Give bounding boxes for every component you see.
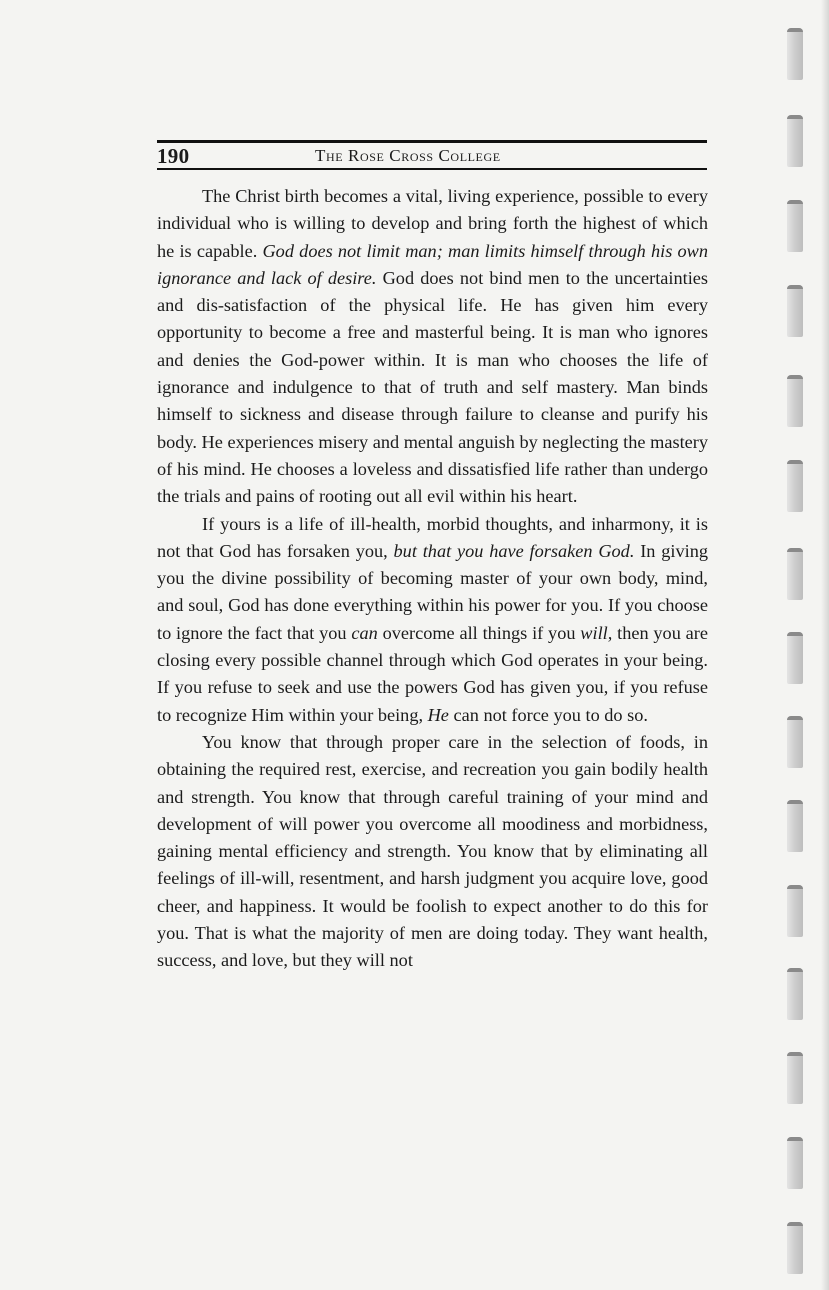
- binding-hole-mark: [787, 968, 803, 1020]
- text-run: In giving you the divine possibility of becoming master of your own body, mind, and soul, God has done everything within his power for you. If you choose to ignore the fact that you: [157, 540, 708, 643]
- page-number: 190: [157, 144, 190, 168]
- italic-text-run: will,: [580, 622, 613, 643]
- binding-hole-mark: [787, 28, 803, 80]
- binding-hole-mark: [787, 460, 803, 512]
- paragraph: [157, 729, 708, 975]
- italic-text-run: God does not limit man; man limits himself through his own ignorance and lack of desire.: [157, 240, 709, 288]
- running-title: The Rose Cross College: [315, 146, 501, 165]
- body-text: [157, 183, 708, 975]
- italic-text-run: He: [427, 704, 449, 725]
- paragraph: [157, 511, 708, 729]
- page-edge-shadow: [821, 0, 829, 1290]
- binding-hole-mark: [787, 115, 803, 167]
- page-header: [157, 140, 707, 176]
- binding-hole-mark: [787, 375, 803, 427]
- text-run: overcome all things if you: [377, 622, 581, 643]
- text-run: then you are closing every possible channel through which God operates in your being. If you refuse to seek and use the powers God has given you, if you refuse to recognize Him within your being,: [157, 622, 708, 725]
- binding-hole-mark: [787, 1137, 803, 1189]
- text-run: God does not bind men to the uncertainties and dis-satisfaction of the physical life. He has given him every opportunity to become a free and masterful being. It is man who ignores and denies the God-power within. It is man who chooses the life of ignorance and indulgence to that of truth and self mastery. Man binds himself to sickness and disease through failure to cleanse and purify his body. He experiences misery and mental anguish by neglecting the mastery of his mind. He chooses a loveless and dissatisfied life rather than undergo the trials and pains of rooting out all evil within his heart.: [157, 267, 708, 507]
- italic-text-run: can: [351, 622, 378, 643]
- binding-hole-mark: [787, 548, 803, 600]
- binding-hole-mark: [787, 1222, 803, 1274]
- binding-hole-mark: [787, 285, 803, 337]
- text-run: The Christ birth becomes a vital, living experience, possible to every individual who is willing to develop and bring forth the highest of which he is capable.: [157, 186, 708, 261]
- paragraph: [157, 183, 708, 511]
- binding-hole-mark: [787, 800, 803, 852]
- binding-hole-mark: [787, 716, 803, 768]
- header-rule-bottom: [157, 168, 707, 170]
- header-rule-top: [157, 140, 707, 143]
- binding-hole-mark: [787, 1052, 803, 1104]
- text-run: You know that through proper care in the selection of foods, in obtaining the required rest, exercise, and recreation you gain bodily health and strength. You know that through careful training of your mind and development of will power you overcome all moodiness and morbidness, gaining mental efficiency and strength. You know that by eliminating all feelings of ill-will, resentment, and harsh judgment you acquire love, good cheer, and happiness. It would be foolish to expect another to do this for you. That is what the majority of men are doing today. They want health, success, and love, but they will not: [157, 731, 708, 971]
- binding-hole-mark: [787, 632, 803, 684]
- binding-hole-mark: [787, 200, 803, 252]
- binding-hole-mark: [787, 885, 803, 937]
- text-run: can not force you to do so.: [448, 704, 648, 725]
- binding-edge: [769, 0, 829, 1290]
- text-run: If yours is a life of ill-health, morbid thoughts, and inharmony, it is not that God has forsaken you,: [157, 513, 708, 561]
- italic-text-run: but that you have forsaken God.: [393, 540, 635, 561]
